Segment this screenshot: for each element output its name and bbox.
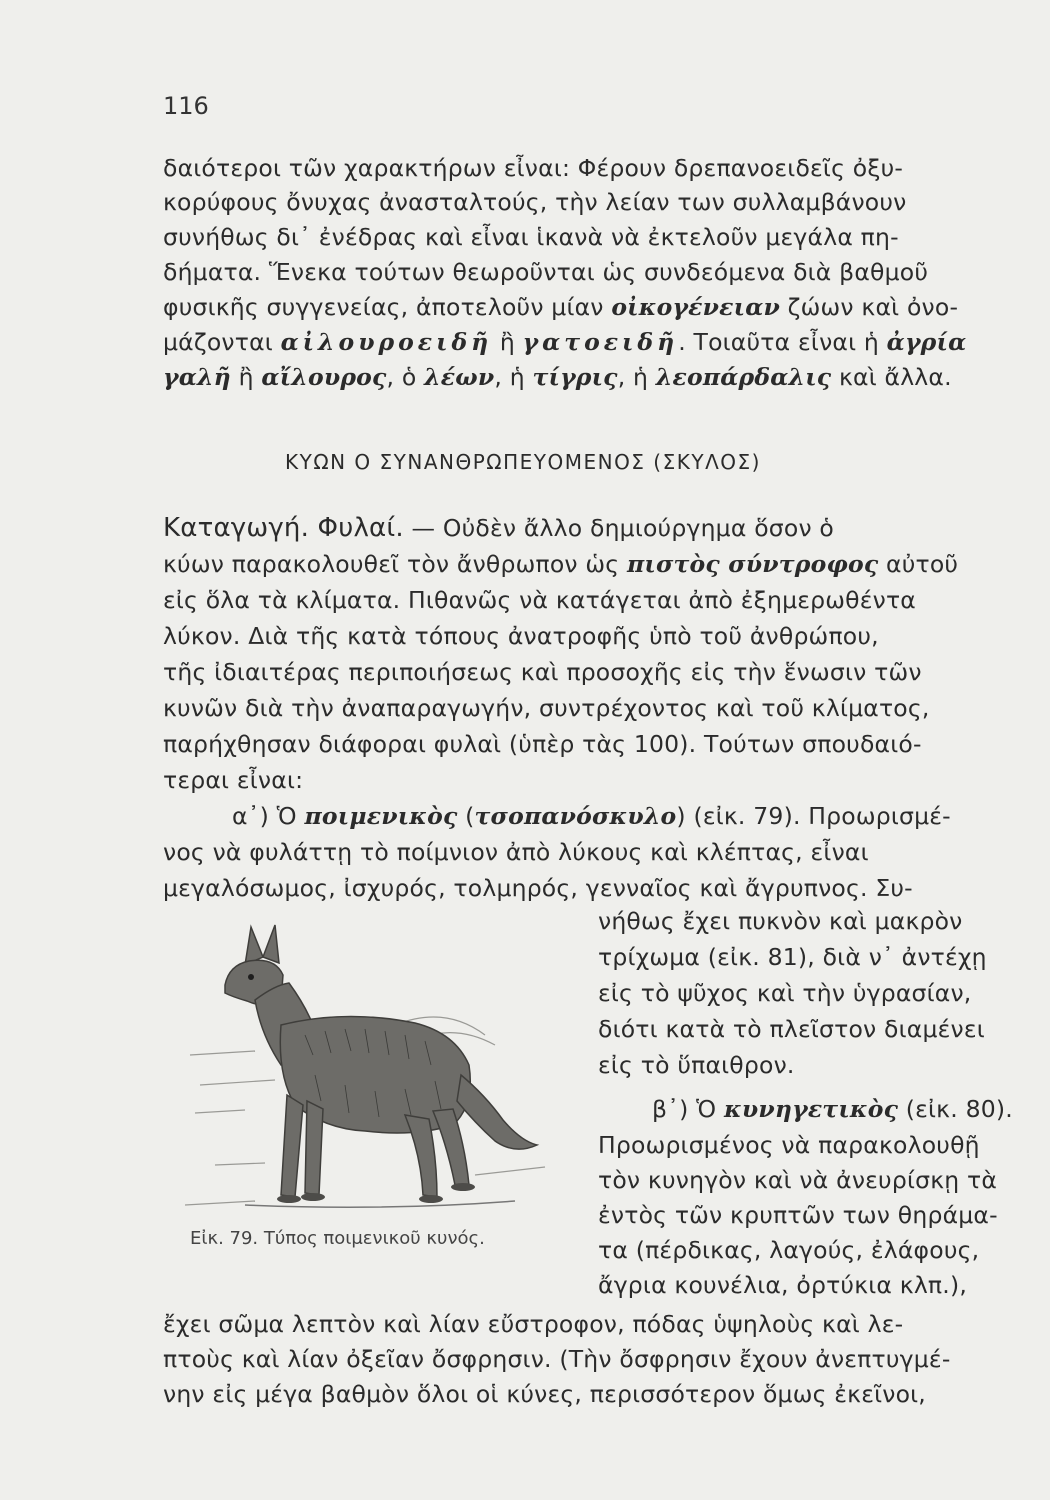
text-span: αὐτοῦ <box>878 550 959 578</box>
text-line: τεραι εἶναι: <box>163 766 304 794</box>
text-line: τῆς ἰδιαιτέρας περιποιήσεως καὶ προσοχῆς εἰς τὴν ἕνωσιν τῶν <box>163 658 922 686</box>
text-line: εἰς τὸ ὕπαιθρον. <box>598 1051 795 1079</box>
text-span: . Τοιαῦτα εἶναι ἡ <box>678 328 887 356</box>
text-span: φυσικῆς συγγενείας, ἀποτελοῦν μίαν <box>163 293 612 321</box>
text-line: εἰς ὅλα τὰ κλίματα. Πιθανῶς νὰ κατάγεται ἀπὸ ἐξημερωθέντα <box>163 586 916 614</box>
text-span: — Οὐδὲν ἄλλο δημιούργημα ὅσον ὁ <box>403 514 835 542</box>
emphasis-term: ποιμενικὸς <box>304 802 458 830</box>
sheepdog-illustration-icon <box>185 905 595 1245</box>
text-line <box>232 800 951 832</box>
text-line: πτοὺς καὶ λίαν ὀξεῖαν ὄσφρησιν. (Τὴν ὄσφρησιν ἔχουν ἀνεπτυγμέ- <box>163 1345 951 1373</box>
text-span: ζώων καὶ ὀνο- <box>780 293 959 321</box>
text-line <box>163 548 958 580</box>
text-line: δαιότεροι τῶν χαρακτήρων εἶναι: Φέρουν δρεπανοειδεῖς ὀξυ- <box>163 154 904 182</box>
text-line <box>163 361 952 393</box>
page-number: 116 <box>163 92 209 120</box>
text-span: καὶ ἄλλα. <box>831 363 952 391</box>
text-line: κυνῶν διὰ τὴν ἀναπαραγωγήν, συντρέχοντος καὶ τοῦ κλίματος, <box>163 694 930 722</box>
text-span: , ἡ <box>494 363 533 391</box>
text-span: α᾽) Ὁ <box>232 802 305 830</box>
text-line: νην εἰς μέγα βαθμὸν ὅλοι οἱ κύνες, περισσότερον ὅμως ἐκεῖνοι, <box>163 1380 926 1408</box>
text-line: Προωρισμένος νὰ παρακολουθῇ <box>598 1131 980 1159</box>
text-span: ) (εἰκ. 79). Προωρισμέ- <box>676 802 951 830</box>
emphasis-term: αἴλουρος <box>261 363 387 391</box>
text-line: παρήχθησαν διάφοραι φυλαὶ (ὑπὲρ τὰς 100). Τούτων σπουδαιό- <box>163 730 922 758</box>
emphasis-term: λεοπάρδαλις <box>655 363 832 391</box>
text-line: νος νὰ φυλάττῃ τὸ ποίμνιον ἀπὸ λύκους καὶ κλέπτας, εἶναι <box>163 838 869 866</box>
text-line: διότι κατὰ τὸ πλεῖστον διαμένει <box>598 1015 985 1043</box>
emphasis-term: ἀγρία <box>886 328 967 356</box>
text-line <box>163 512 834 544</box>
paragraph-heading: Καταγωγή. Φυλαί. <box>163 513 404 543</box>
text-line: ἔχει σῶμα λεπτὸν καὶ λίαν εὔστροφον, πόδας ὑψηλοὺς καὶ λε- <box>163 1310 904 1338</box>
text-line: τὸν κυνηγὸν καὶ νὰ ἀνευρίσκῃ τὰ <box>598 1166 998 1194</box>
emphasis-term: λέων <box>424 363 495 391</box>
text-span: μάζονται <box>163 328 281 356</box>
text-line: συνήθως δι᾽ ἐνέδρας καὶ εἶναι ἱκανὰ νὰ ἐκτελοῦν μεγάλα πη- <box>163 223 899 251</box>
emphasis-term: κυνηγετικὸς <box>724 1095 899 1123</box>
emphasis-term: γαλῆ <box>163 363 231 391</box>
text-span: , ὁ <box>386 363 425 391</box>
text-span: (εἰκ. 80). <box>898 1095 1013 1123</box>
emphasis-term: πιστὸς σύντροφος <box>626 550 879 578</box>
text-line <box>163 326 966 358</box>
text-span: , ἡ <box>617 363 656 391</box>
text-line: μεγαλόσωμος, ἰσχυρός, τολμηρός, γενναῖος καὶ ἄγρυπνος. Συ- <box>163 874 913 902</box>
figure-caption: Εἰκ. 79. Τύπος ποιμενικοῦ κυνός. <box>190 1228 485 1249</box>
text-line: κορύφους ὄνυχας ἀνασταλτούς, τὴν λείαν των συλλαμβάνουν <box>163 188 907 216</box>
text-line <box>163 291 958 323</box>
text-line: εἰς τὸ ψῦχος καὶ τὴν ὑγρασίαν, <box>598 979 972 1007</box>
text-line: τα (πέρδικας, λαγούς, ἐλάφους, <box>598 1236 980 1264</box>
text-line <box>652 1093 1013 1125</box>
emphasis-term: τσοπανόσκυλο <box>474 802 677 830</box>
emphasis-term: αἰλουροειδῆ <box>280 328 493 356</box>
text-span: β᾽) Ὁ <box>652 1095 724 1123</box>
text-span: ἢ <box>230 363 262 391</box>
section-heading: ΚΥΩΝ Ο ΣΥΝΑΝΘΡΩΠΕΥΟΜΕΝΟΣ (ΣΚΥΛΟΣ) <box>285 450 761 474</box>
text-line: λύκον. Διὰ τῆς κατὰ τόπους ἀνατροφῆς ὑπὸ τοῦ ἀνθρώπου, <box>163 622 879 650</box>
text-line: ἄγρια κουνέλια, ὀρτύκια κλπ.), <box>598 1271 967 1299</box>
text-line: ἐντὸς τῶν κρυπτῶν των θηράμα- <box>598 1201 998 1229</box>
text-line: δήματα. Ἕνεκα τούτων θεωροῦνται ὡς συνδεόμενα διὰ βαθμοῦ <box>163 258 929 286</box>
emphasis-term: τίγρις <box>532 363 618 391</box>
text-span: ( <box>457 802 475 830</box>
text-span: ἢ <box>492 328 523 356</box>
emphasis-term: οἰκογένειαν <box>611 293 780 321</box>
text-line: τρίχωμα (εἰκ. 81), διὰ ν᾽ ἀντέχῃ <box>598 943 987 971</box>
emphasis-term: γατοειδῆ <box>522 328 679 356</box>
text-line: νήθως ἔχει πυκνὸν καὶ μακρὸν <box>598 907 963 935</box>
text-span: κύων παρακολουθεῖ τὸν ἄνθρωπον ὡς <box>163 550 627 578</box>
